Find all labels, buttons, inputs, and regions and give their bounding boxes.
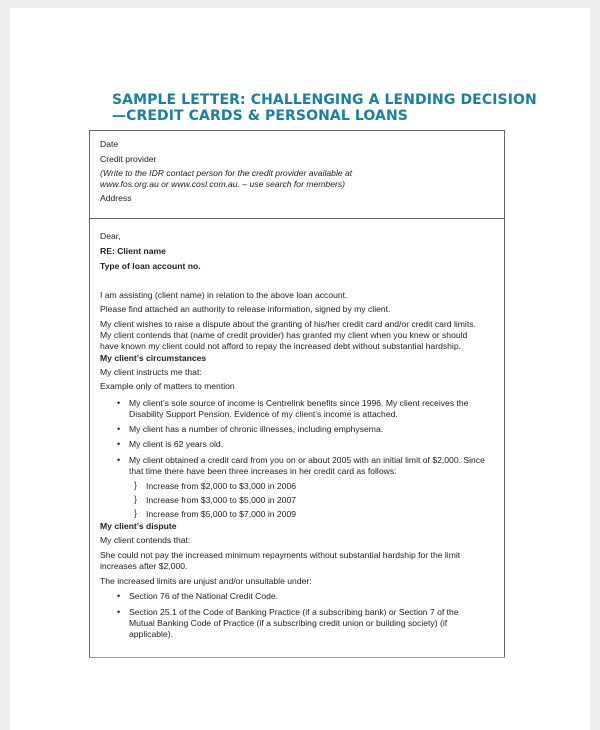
paragraph-4-line-1: She could not pay the increased minimum repayments without substantial hardship for the limit [100,550,461,560]
paragraph-3-line-1: My client wishes to raise a dispute about the granting of his/her credit card and/or credit card limits. [100,319,476,329]
circumstance-1-line-2: Disability Support Pension. Evidence of my client’s income is attached. [129,409,398,419]
legal-basis-2-line-1: Section 25.1 of the Code of Banking Practice (if a subscribing bank) or Section 7 of the [129,607,459,617]
idr-note-line-1: (Write to the IDR contact person for the credit provider available at [100,168,353,178]
dispute-heading: My client’s dispute [100,521,177,531]
title-line-2: —CREDIT CARDS & PERSONAL LOANS [112,108,408,124]
salutation: Dear, [100,231,121,241]
bullet-icon: • [117,424,121,434]
circumstance-3: My client is 62 years old. [129,439,224,449]
sub-bullet-icon: } [134,508,138,518]
sub-bullet-icon: } [134,494,138,504]
paragraph-5: The increased limits are unjust and/or unsuitable under: [100,576,312,586]
letter-title [112,92,537,124]
increase-3: Increase from $5,000 to $7,000 in 2009 [146,509,297,519]
example-line: Example only of matters to mention [100,381,235,391]
bullet-icon: • [117,455,121,465]
legal-basis-2-line-3: applicable). [129,629,173,639]
date-label: Date [100,139,119,149]
circumstance-1-line-1: My client’s sole source of income is Centrelink benefits since 1996. My client receives the [129,398,469,408]
bullet-icon: • [117,439,121,449]
paragraph-2: Please find attached an authority to release information, signed by my client. [100,304,391,314]
instructs-line: My client instructs me that: [100,367,202,377]
title-line-1: SAMPLE LETTER: CHALLENGING A LENDING DECISION [112,92,537,108]
address-label: Address [100,193,132,203]
bullet-icon: • [117,591,121,601]
increase-1: Increase from $2,000 to $3,000 in 2006 [146,481,297,491]
bullet-icon: • [117,398,121,408]
bullet-icon: • [117,607,121,617]
circumstance-2: My client has a number of chronic illnesses, including emphysema. [129,424,384,434]
circumstances-heading: My client’s circumstances [100,353,207,363]
circumstance-4-line-1: My client obtained a credit card from you on or about 2005 with an initial limit of $2,000. Since [129,455,485,465]
circumstance-4-line-2: that time there have been three increases in her credit card as follows: [129,466,397,476]
increase-2: Increase from $3,000 to $5,000 in 2007 [146,495,297,505]
legal-basis-2-line-2: Mutual Banking Code of Practice (if a subscribing credit union or building society) (if [129,618,448,628]
paragraph-3-line-3: have known my client could not afford to repay the increased debt without substantial hardship. [100,341,461,351]
legal-basis-1: Section 76 of the National Credit Code. [129,591,279,601]
idr-note-line-2: www.fos.org.au or www.cosl.com.au. – use search for members) [100,179,346,189]
sub-bullet-icon: } [134,480,138,490]
paragraph-3-line-2: My client contends that (name of credit provider) has granted my client when you knew or should [100,330,468,340]
paragraph-4-line-2: increases after $2,000. [100,561,188,571]
paragraph-1: I am assisting (client name) in relation to the above loan account. [100,290,348,300]
contends-line: My client contends that: [100,535,191,545]
re-line: RE: Client name [100,246,166,256]
credit-provider-label: Credit provider [100,154,157,164]
loan-type-line: Type of loan account no. [100,261,201,271]
